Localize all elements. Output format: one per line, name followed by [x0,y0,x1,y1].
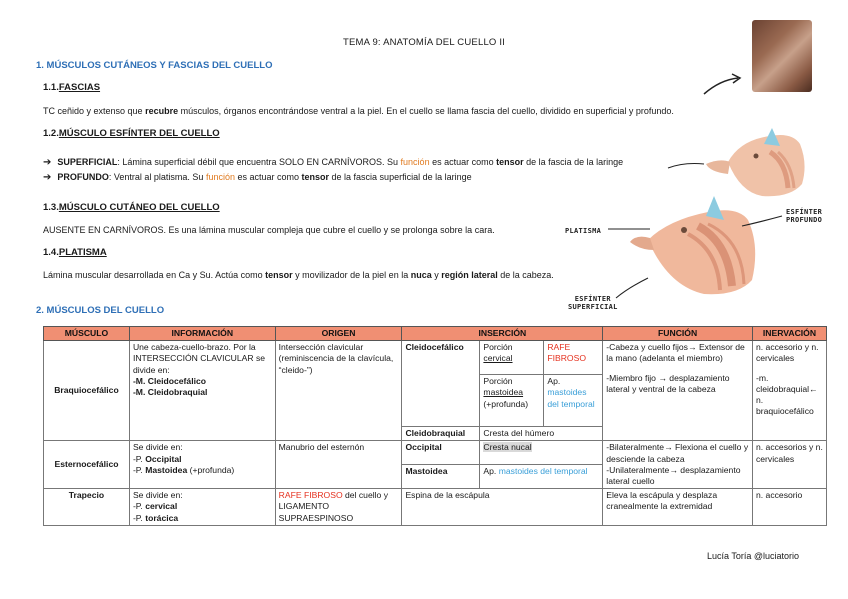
cell-ap-mastoides: Ap. mastoides del temporal [480,465,603,489]
cell-inervacion: n. accesorio y n. cervicales -m. cleidobraquial← n. braquiocefálico [752,341,826,441]
table-row [44,341,827,375]
cell-info: Se divide en: -P. cervical -P. torácica [129,489,275,526]
arrow-right-icon: ➔ [43,157,52,168]
platisma-text: Lámina muscular desarrollada en Ca y Su. Actúa como tensor y movilizador de la piel en la nuca y región lateral de la cabeza. [43,270,554,280]
cell-rafe-fibroso: RAFE FIBROSO [544,341,603,375]
section-1-heading: 1. MÚSCULOS CUTÁNEOS Y FASCIAS DEL CUELLO [36,60,273,71]
esfinter-profundo-text: ➔ PROFUNDO: Ventral al platisma. Su función es actuar como tensor de la fascia superficial de la laringe [43,172,472,183]
section-2-heading: 2. MÚSCULOS DEL CUELLO [36,305,165,316]
cell-ap-mastoides: Ap. mastoides del temporal [544,375,603,427]
cell-muscle-name: Braquiocefálico [44,341,130,441]
label-platisma: PLATISMA [565,227,602,235]
platisma-pointer-icon [606,222,652,236]
heading-cutaneo: 1.3.MÚSCULO CUTÁNEO DEL CUELLO [43,202,220,213]
cell-inervacion: n. accesorios y n. cervicales [752,441,826,489]
esfinter-superficial-text: ➔ SUPERFICIAL: Lámina superficial débil que encuentra SOLO EN CARNÍVOROS. Su función es actuar como tensor de la fascia de la laringe [43,157,624,168]
cell-info: Se divide en: -P. Occipital -P. Mastoidea (+profunda) [129,441,275,489]
cell-inervacion: n. accesorio [752,489,826,526]
cell-insercion-cleidobraquial: Cleidobraquial [402,427,480,441]
cell-funcion: -Bilateralmente→ Flexiona el cuello y desciende la cabeza -Unilateralmente→ desplazamiento lateral cuello [603,441,753,489]
cell-insercion: Espina de la escápula [402,489,603,526]
table-header-row [44,327,827,341]
neck-photo [752,20,812,92]
document-title: TEMA 9: ANATOMÍA DEL CUELLO II [342,37,506,48]
cell-muscle-name: Trapecio [44,489,130,526]
cell-origen: Manubrio del esternón [275,441,402,489]
cell-funcion: -Cabeza y cuello fijos→ Extensor de la mano (adelanta el miembro) -Miembro fijo → desplazamiento lateral y ventral de la cabeza [603,341,753,441]
header-informacion: INFORMACIÓN [129,327,275,341]
arrow-right-icon: ➔ [43,172,52,183]
photo-arrow-icon [700,72,744,98]
esfinter-superficial-pointer-icon [666,158,706,174]
header-funcion: FUNCIÓN [603,327,753,341]
table-row [44,441,827,465]
cell-insercion-occipital: Occipital [402,441,480,465]
label-esfinter-superficial: ESFÍNTER SUPERFICIAL [568,295,618,311]
cell-insercion-mastoidea: Mastoidea [402,465,480,489]
header-insercion: INSERCIÓN [402,327,603,341]
table-row [44,489,827,526]
cell-insercion-cleidocefalico: Cleidocefálico [402,341,480,427]
header-inervacion: INERVACIÓN [752,327,826,341]
cutaneo-text: AUSENTE EN CARNÍVOROS. Es una lámina muscular compleja que cubre el cuello y se prolonga sobre la cara. [43,225,495,235]
heading-fascias: 1.1.FASCIAS [43,82,101,93]
header-origen: ORIGEN [275,327,402,341]
fascias-text: TC ceñido y extenso que recubre músculos, órganos encontrándose ventral a la piel. En el cuello se llama fascia del cuello, dividido en superficial y profundo. [43,106,674,116]
header-musculo: MÚSCULO [44,327,130,341]
esfinter-profundo-pointer-icon [740,212,784,230]
muscles-table [43,326,827,526]
cell-origen: Intersección clavicular (reminiscencia de la clavícula, “cleido-”) [275,341,402,441]
esfinter-superficial-lower-pointer-icon [612,276,652,300]
cell-cresta-humero: Cresta del húmero [480,427,603,441]
cell-muscle-name: Esternocefálico [44,441,130,489]
cell-info: Une cabeza-cuello-brazo. Por la INTERSECCIÓN CLAVICULAR se divide en: -M. Cleidocefálico -M. Cleidobraquial [129,341,275,441]
footer-signature: Lucía Toría @luciatorio [707,551,800,561]
cell-origen: RAFE FIBROSO del cuello y LIGAMENTO SUPRAESPINOSO [275,489,402,526]
label-esfinter-profundo: ESFÍNTER PROFUNDO [786,208,823,224]
heading-platisma: 1.4.PLATISMA [43,247,107,258]
cell-cresta-nucal: Cresta nucal [480,441,603,465]
cell-funcion: Eleva la escápula y desplaza cranealmente la extremidad [603,489,753,526]
cell-porcion-mastoidea: Porción mastoidea (+profunda) [480,375,544,427]
cell-porcion-cervical: Porción cervical [480,341,544,375]
heading-esfinter: 1.2.MÚSCULO ESFÍNTER DEL CUELLO [43,128,220,139]
